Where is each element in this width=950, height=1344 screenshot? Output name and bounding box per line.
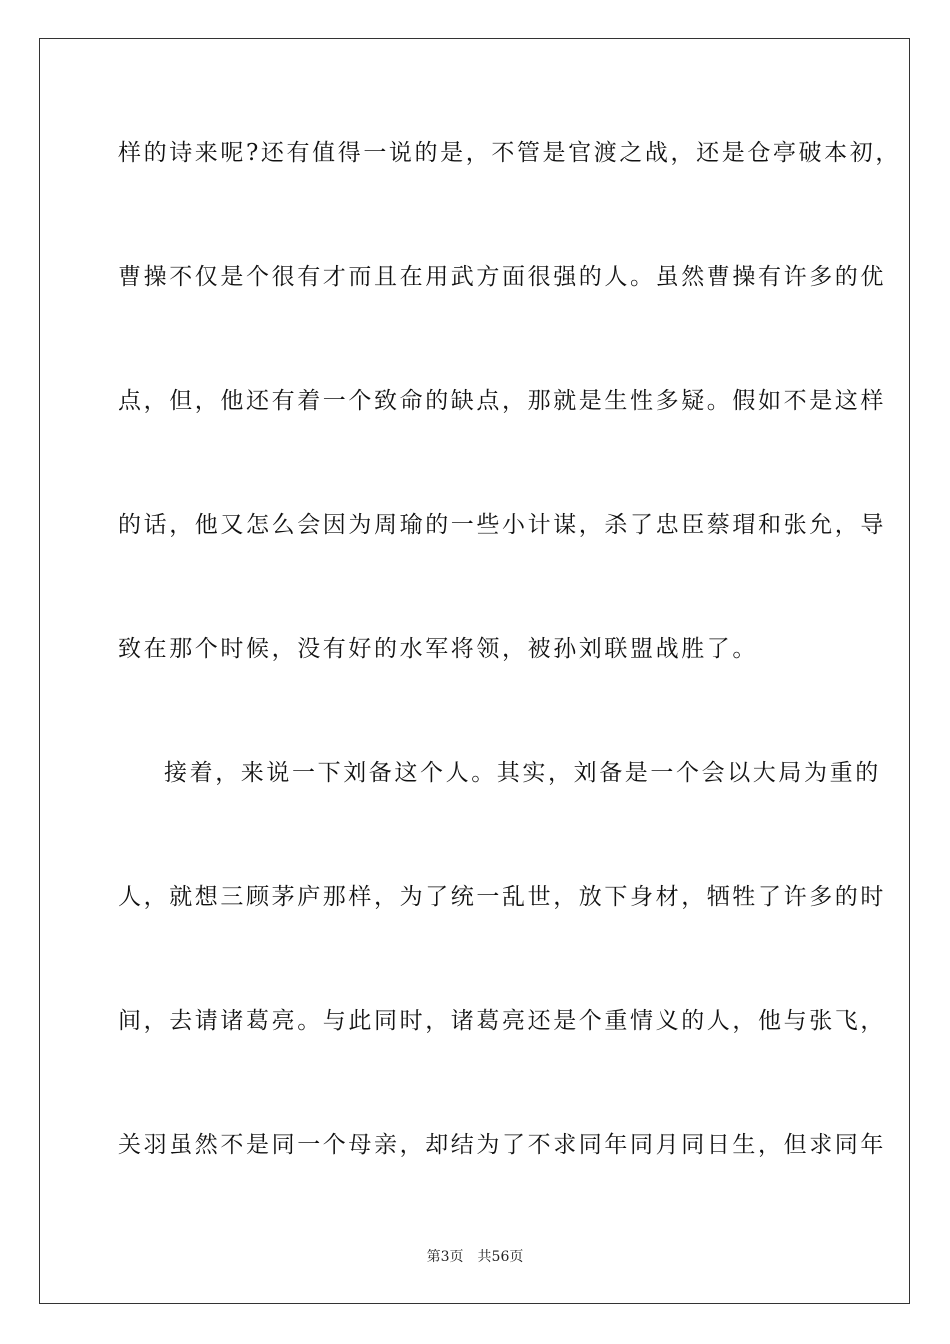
- text-line-7: 人，就想三顾茅庐那样，为了统一乱世，放下身材，牺牲了许多的时: [118, 884, 886, 910]
- text-line-4: 的话，他又怎么会因为周瑜的一些小计谋，杀了忠臣蔡瑁和张允，导: [118, 512, 886, 538]
- text-line-9: 关羽虽然不是同一个母亲，却结为了不求同年同月同日生，但求同年: [118, 1132, 886, 1158]
- page-number: 第3页: [426, 1249, 464, 1265]
- page-total: 共56页: [477, 1249, 524, 1265]
- text-line-1: 样的诗来呢?还有值得一说的是，不管是官渡之战，还是仓亭破本初，: [118, 140, 901, 166]
- page-footer: [0, 1248, 950, 1266]
- page-border: [39, 38, 910, 1304]
- text-line-5: 致在那个时候，没有好的水军将领，被孙刘联盟战胜了。: [118, 636, 758, 662]
- text-line-8: 间，去请诸葛亮。与此同时，诸葛亮还是个重情义的人，他与张飞，: [118, 1008, 886, 1034]
- text-line-3: 点，但，他还有着一个致命的缺点，那就是生性多疑。假如不是这样: [118, 388, 886, 414]
- text-line-2: 曹操不仅是个很有才而且在用武方面很强的人。虽然曹操有许多的优: [118, 264, 886, 290]
- text-line-6: 接着，来说一下刘备这个人。其实，刘备是一个会以大局为重的: [164, 760, 881, 786]
